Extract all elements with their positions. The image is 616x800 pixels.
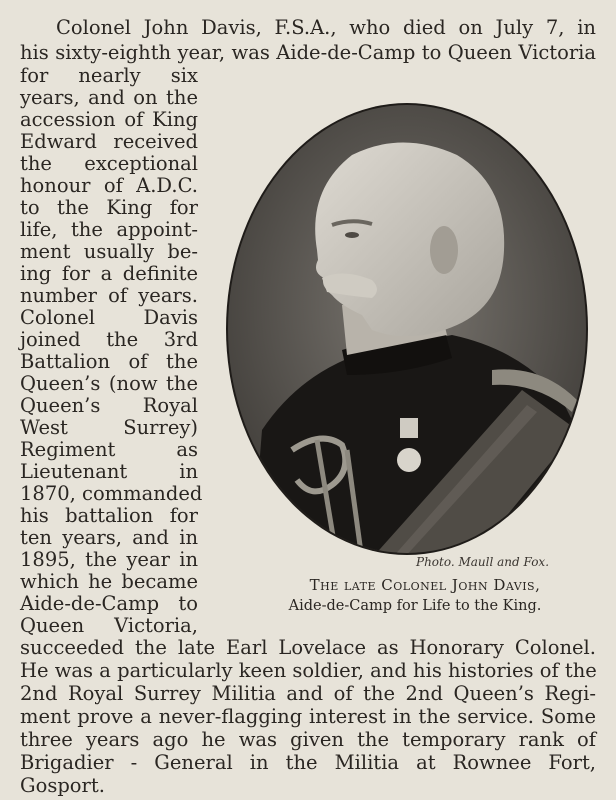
body-text-line: 1870, commanded (20, 482, 203, 505)
portrait-photo (222, 100, 592, 558)
body-text-line: Colonel John Davis, F.S.A., who died on July 7, in (56, 16, 596, 39)
body-text-line: He was a particularly keen soldier, and his histories of the (20, 659, 597, 682)
body-text-line: accession of King (20, 108, 198, 131)
body-text-line: Brigadier - General in the Militia at Rownee Fort, (20, 751, 596, 774)
body-text-line: 2nd Royal Surrey Militia and of the 2nd Queen’s Regi- (20, 682, 596, 705)
body-text-line: ing for a definite (20, 262, 198, 285)
body-text-line: Queen’s (now the (20, 372, 198, 395)
body-text-line: his sixty-eighth year, was Aide-de-Camp to Queen Victoria (20, 41, 596, 64)
body-text-line: three years ago he was given the temporary rank of (20, 728, 596, 751)
body-text-line: which he became (20, 570, 198, 593)
body-text-line: ment prove a never-flagging interest in the service. Some (20, 705, 596, 728)
body-text-line: Aide-de-Camp to (20, 592, 198, 615)
body-text-line: joined the 3rd (20, 328, 198, 351)
body-text-line: Gosport. (20, 774, 105, 797)
body-text-line: for nearly six (20, 64, 198, 87)
body-text-line: life, the appoint- (20, 218, 198, 241)
body-text-line: West Surrey) (20, 416, 198, 439)
body-text-line: ten years, and in (20, 526, 198, 549)
body-text-line: the exceptional (20, 152, 198, 175)
body-text-line: 1895, the year in (20, 548, 198, 571)
caption-title: The late Colonel John Davis, (309, 576, 541, 594)
body-text-line: Edward received (20, 130, 198, 153)
body-text-line: honour of A.D.C. (20, 174, 198, 197)
body-text-line: Regiment as (20, 438, 198, 461)
body-text-line: Battalion of the (20, 350, 198, 373)
body-text-line: Queen Victoria, (20, 614, 198, 637)
body-text-line: succeeded the late Earl Lovelace as Honorary Colonel. (20, 636, 596, 659)
body-text-line: Lieutenant in (20, 460, 198, 483)
body-text-line: years, and on the (20, 86, 198, 109)
caption-subtitle: Aide-de-Camp for Life to the King. (288, 598, 542, 614)
body-text-line: to the King for (20, 196, 198, 219)
body-text-line: number of years. (20, 284, 198, 307)
photo-credit: Photo. Maull and Fox. (416, 555, 550, 569)
body-text-line: ment usually be- (20, 240, 198, 263)
body-text-line: Queen’s Royal (20, 394, 198, 417)
body-text-line: Colonel Davis (20, 306, 198, 329)
body-text-line: his battalion for (20, 504, 198, 527)
